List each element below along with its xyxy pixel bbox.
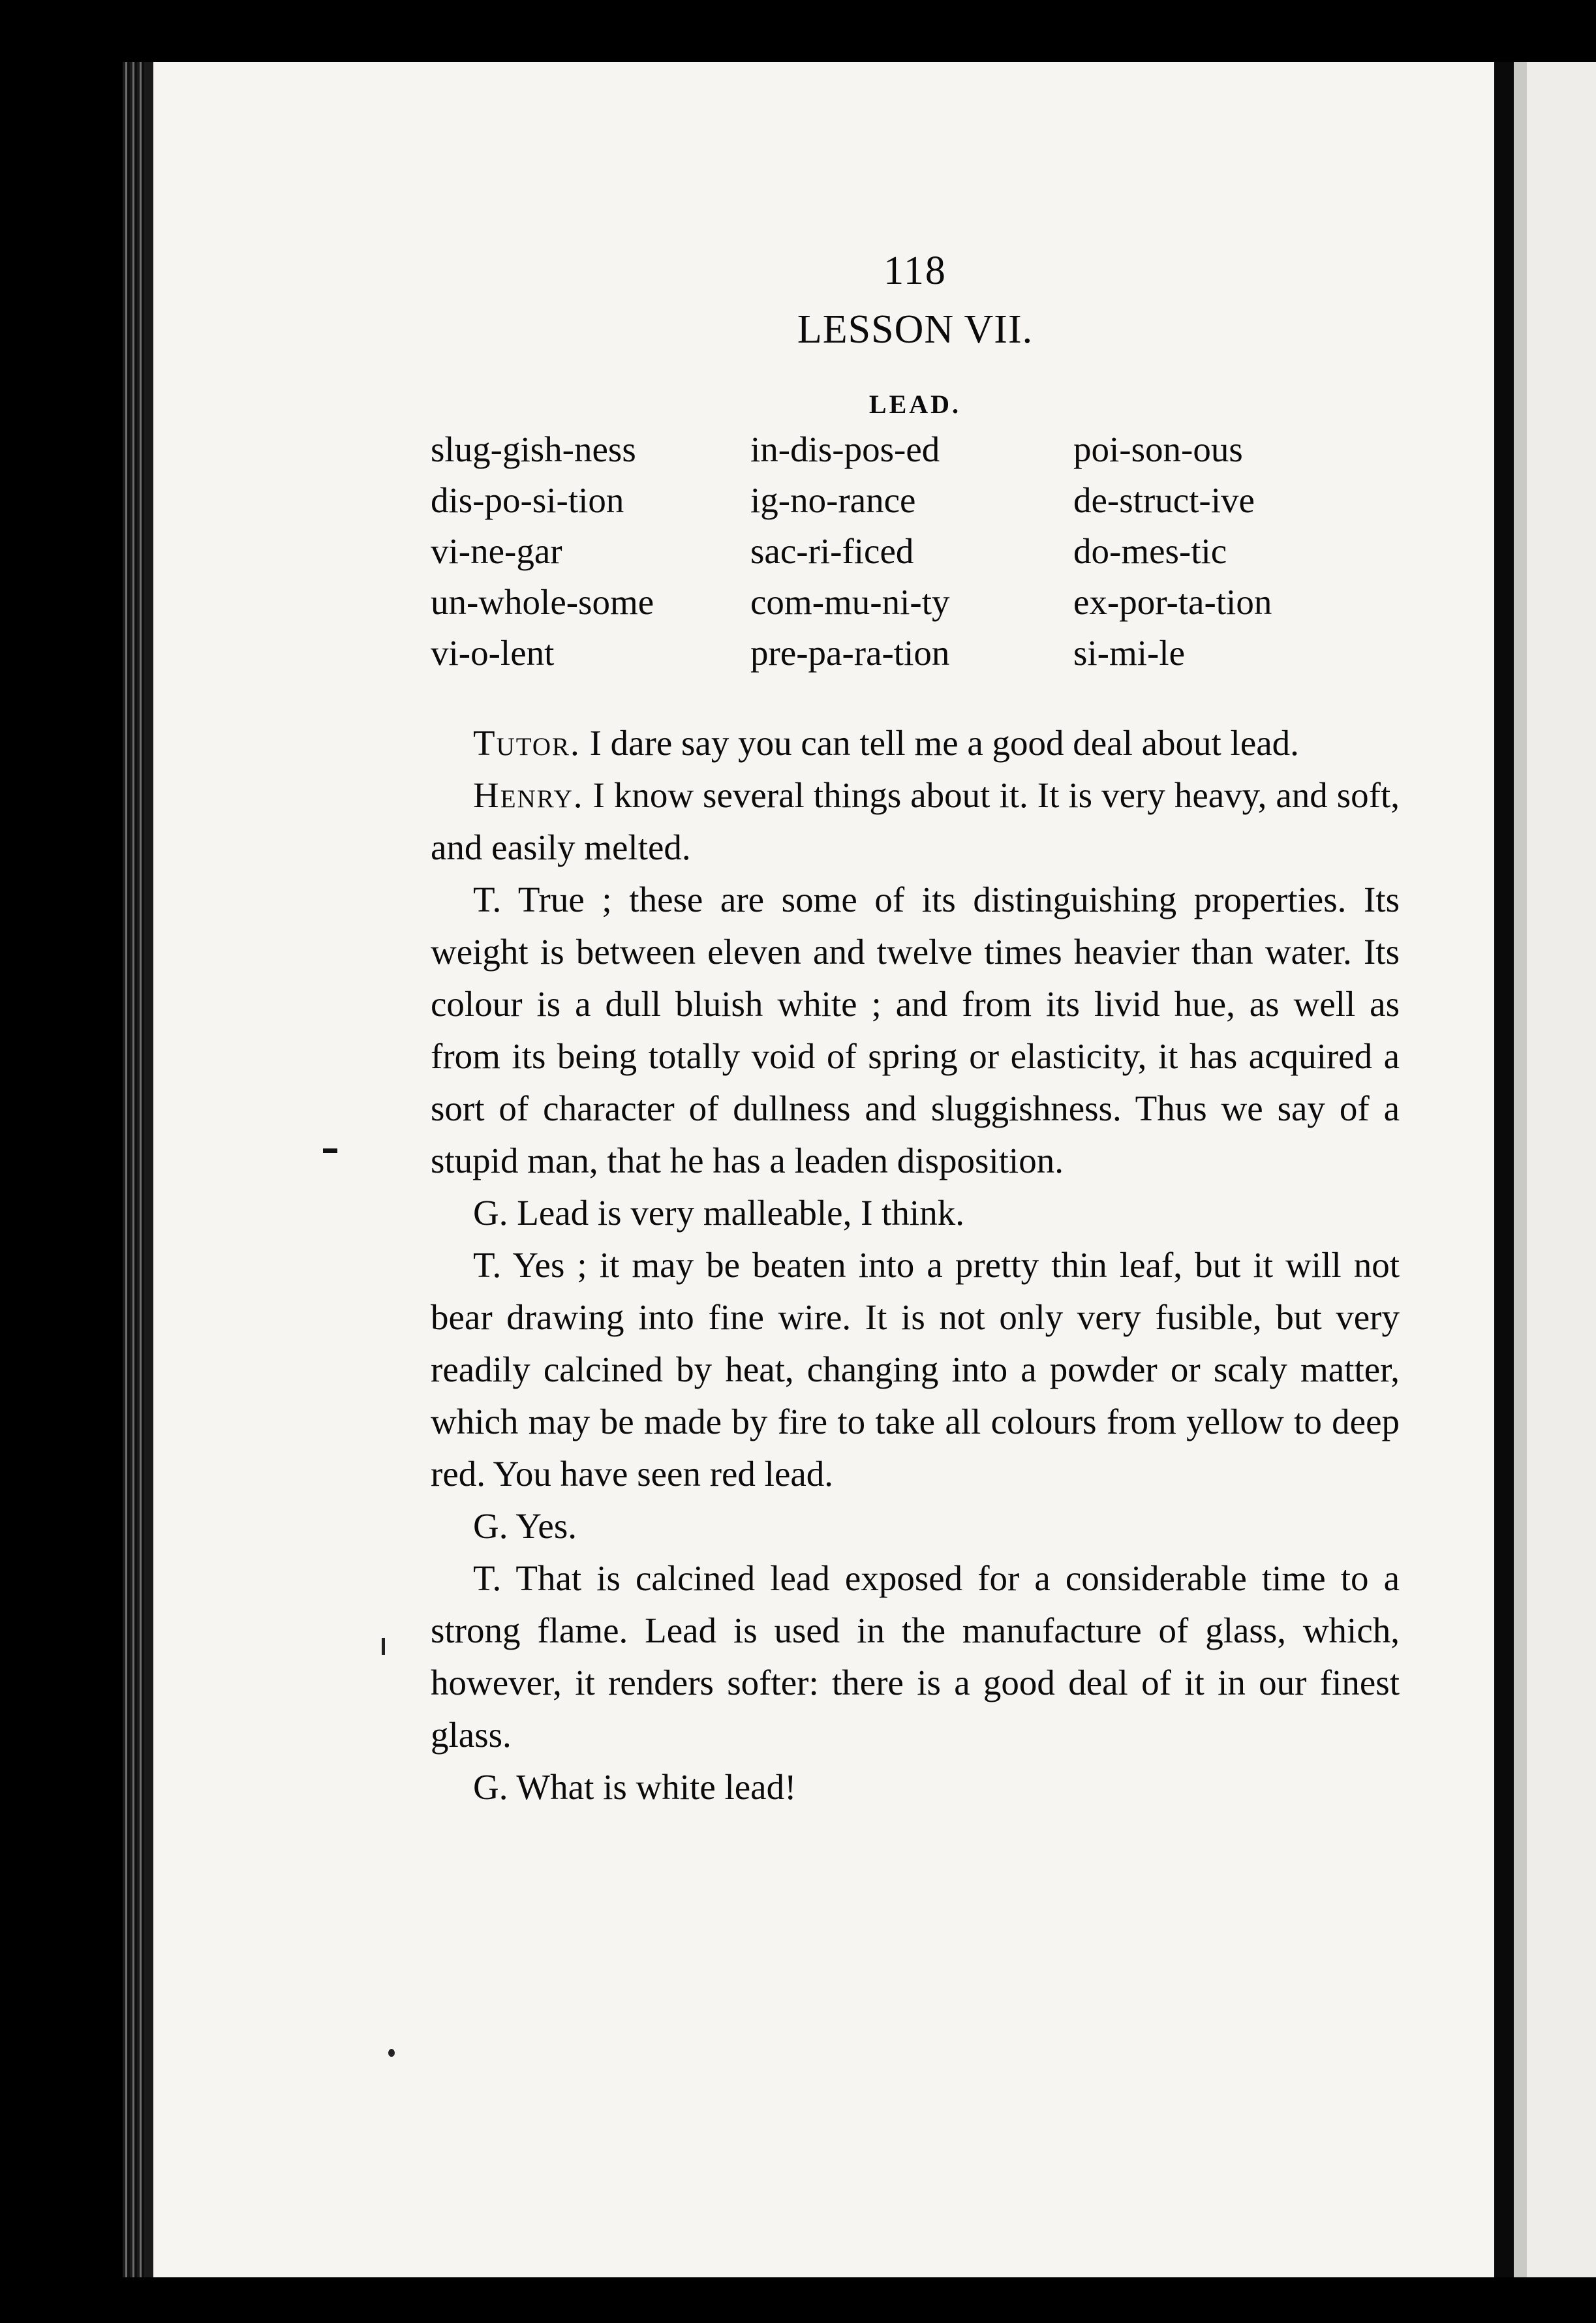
dialogue-text: I know several things about it. It is very heavy, and soft, and easily melted. (431, 775, 1400, 867)
speaker-label: G. (473, 1193, 508, 1233)
page-text (431, 248, 1400, 1813)
speaker-label: Tutor. (473, 723, 581, 763)
dialogue-paragraph (431, 769, 1400, 874)
spelling-word: dis-po-si-tion (431, 480, 624, 520)
spelling-word: sac-ri-ficed (750, 531, 914, 571)
speaker-label: T. (473, 880, 502, 919)
dialogue-paragraph (431, 874, 1400, 1187)
ink-speck (323, 1148, 337, 1153)
speaker-label: G. (473, 1767, 508, 1807)
dialogue-paragraph (431, 717, 1400, 769)
dialogue-paragraph (431, 1500, 1400, 1552)
spelling-word: de-struct-ive (1073, 480, 1255, 520)
spelling-word: in-dis-pos-ed (750, 429, 940, 469)
speaker-label: T. (473, 1245, 502, 1285)
spelling-word: ig-no-rance (750, 480, 916, 520)
page-stack-edge (123, 62, 149, 2277)
dialogue-text: Yes. (515, 1506, 577, 1546)
dialogue-paragraph (431, 1239, 1400, 1500)
spelling-word: si-mi-le (1073, 633, 1186, 673)
book-gutter (1494, 62, 1527, 2277)
dialogue-text: True ; these are some of its distinguishing properties. Its weight is between eleven and twelve times heavier than water. Its colour is a dull bluish white ; and from its livid hue, as well as from its being totally void of spring or elasticity, it has acquired a sort of character of dullness and sluggishness. Thus we say of a stupid man, that he has a leaden disposition. (431, 880, 1400, 1180)
spelling-word: do-mes-tic (1073, 531, 1227, 571)
spelling-word: poi-son-ous (1073, 429, 1243, 469)
dialogue-text: What is white lead! (516, 1767, 797, 1807)
spelling-word-list (431, 426, 1400, 677)
dialogue-paragraph (431, 1187, 1400, 1239)
dialogue-paragraph (431, 1552, 1400, 1761)
ink-speck (388, 2049, 395, 2057)
dialogue-text: That is calcined lead exposed for a considerable time to a strong flame. Lead is used in the manufacture of glass, which, however, it renders softer: there is a good deal of it in our finest glass. (431, 1558, 1400, 1755)
facing-page-edge (1527, 62, 1596, 2277)
spelling-word: ex-por-ta-tion (1073, 582, 1272, 622)
spelling-word: pre-pa-ra-tion (750, 633, 950, 673)
lesson-subject: LEAD. (868, 390, 962, 419)
speaker-label: T. (473, 1558, 502, 1598)
ink-speck (382, 1638, 385, 1655)
dialogue-paragraph (431, 1761, 1400, 1813)
page-number: 118 (883, 249, 947, 293)
dialogue-text: Lead is very malleable, I think. (517, 1193, 964, 1233)
spelling-word: slug-gish-ness (431, 429, 636, 469)
speaker-label: G. (473, 1506, 508, 1546)
lesson-title: LESSON VII. (797, 307, 1034, 352)
spelling-word: un-whole-some (431, 582, 654, 622)
speaker-label: Henry. (473, 775, 584, 815)
dialogue-text: I dare say you can tell me a good deal about lead. (589, 723, 1299, 763)
spelling-word: com-mu-ni-ty (750, 582, 950, 622)
spelling-word: vi-o-lent (431, 633, 555, 673)
spelling-word: vi-ne-gar (431, 531, 562, 571)
dialogue-text: Yes ; it may be beaten into a pretty thin leaf, but it will not bear drawing into fine wire. It is not only very fusible, but very readily calcined by heat, changing into a powder or scaly matter, which may be made by fire to take all colours from yellow to deep red. You have seen red lead. (431, 1245, 1400, 1494)
